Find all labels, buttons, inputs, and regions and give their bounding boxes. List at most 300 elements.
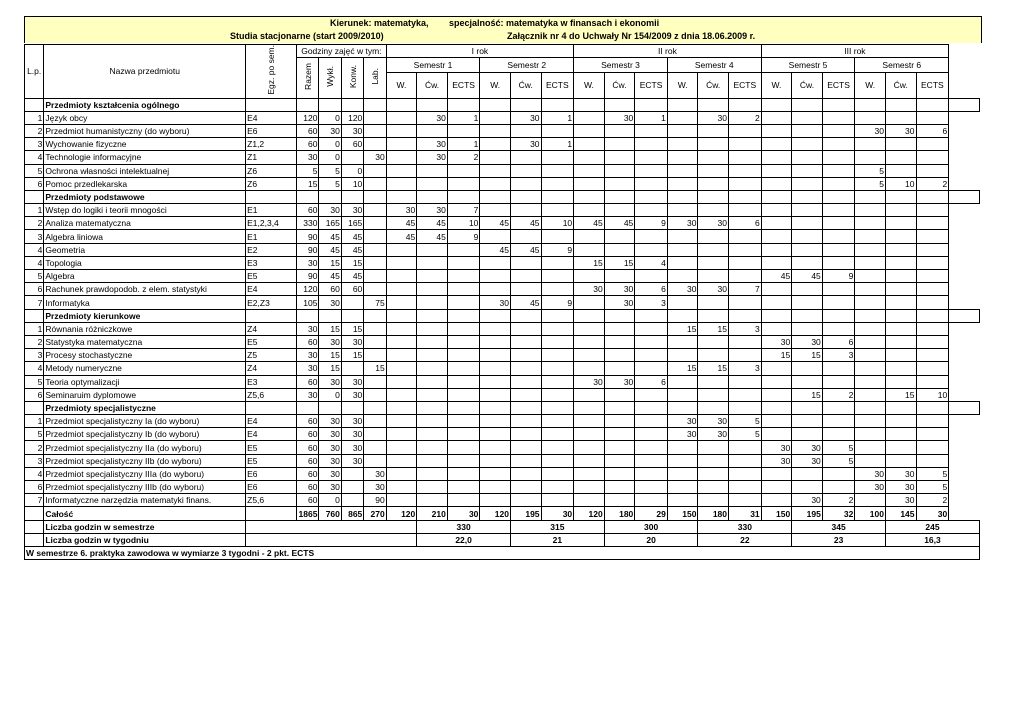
sem-exercise <box>417 283 448 296</box>
sem-lecture <box>386 362 417 375</box>
sem-ects <box>635 243 668 256</box>
sem-exercise <box>792 375 823 388</box>
table-row <box>25 349 980 362</box>
sem-ects <box>916 335 949 348</box>
sem-exercise: 30 <box>792 335 823 348</box>
total-sem-exercise: 180 <box>604 507 635 520</box>
empty-cell <box>761 309 792 322</box>
row-exam-semester: E4 <box>246 415 297 428</box>
row-lab-hours: 30 <box>364 467 386 480</box>
empty-cell <box>761 98 792 111</box>
sem-ects <box>541 428 574 441</box>
sem-ects <box>822 322 855 335</box>
sem-exercise <box>604 151 635 164</box>
sem-lecture <box>761 164 792 177</box>
empty-cell <box>297 190 319 203</box>
empty-cell <box>541 401 574 414</box>
row-conversation-hours: 30 <box>341 204 363 217</box>
sem-ects <box>541 322 574 335</box>
sem-ects <box>635 349 668 362</box>
sem-lecture <box>667 494 698 507</box>
sem-ects: 6 <box>635 375 668 388</box>
sem-exercise <box>417 388 448 401</box>
note-row <box>25 546 980 559</box>
sem-lecture <box>386 349 417 362</box>
sem-ects <box>916 362 949 375</box>
sem-exercise <box>417 375 448 388</box>
sem-lecture: 30 <box>386 204 417 217</box>
sem-exercise <box>698 335 729 348</box>
row-total-hours: 30 <box>297 322 319 335</box>
empty-cell <box>417 190 448 203</box>
sem-exercise <box>604 335 635 348</box>
sem-lecture <box>855 322 886 335</box>
sem-exercise: 30 <box>885 494 916 507</box>
row-total-hours: 120 <box>297 111 319 124</box>
sem-ects <box>635 204 668 217</box>
sem-lecture <box>574 349 605 362</box>
empty-cell <box>574 190 605 203</box>
empty-cell <box>574 309 605 322</box>
row-lecture-hours: 0 <box>319 151 341 164</box>
sem-exercise <box>604 454 635 467</box>
sem-lecture <box>480 256 511 269</box>
empty-cell <box>761 190 792 203</box>
sem-lecture: 30 <box>574 375 605 388</box>
row-conversation-hours <box>341 296 363 309</box>
sem-lecture <box>855 217 886 230</box>
sem-exercise <box>885 428 916 441</box>
empty-cell <box>246 98 297 111</box>
sem-ects <box>635 230 668 243</box>
row-exam-semester: Z5,6 <box>246 388 297 401</box>
sem-exercise <box>885 322 916 335</box>
total-hours: 1865 <box>298 508 318 519</box>
sem-lecture <box>855 454 886 467</box>
sem-exercise: 45 <box>510 217 541 230</box>
sem-exercise: 30 <box>698 415 729 428</box>
sem-exercise: 30 <box>792 441 823 454</box>
sem-ects <box>729 454 762 467</box>
sem-ects: 1 <box>541 111 574 124</box>
row-subject-name: Wstęp do logiki i teorii mnogości <box>44 204 246 217</box>
row-conversation-hours: 15 <box>341 349 363 362</box>
sem-exercise: 15 <box>604 256 635 269</box>
row-conversation-hours: 120 <box>341 111 363 124</box>
empty-cell <box>246 401 297 414</box>
empty-cell <box>480 401 511 414</box>
row-subject-name: Seminaruim dyplomowe <box>44 388 246 401</box>
header-sub-ćw: Ćw. <box>417 73 448 99</box>
sem-ects <box>447 177 480 190</box>
table-row <box>25 335 980 348</box>
sem-ects <box>635 177 668 190</box>
sem-lecture <box>761 481 792 494</box>
sem-ects: 3 <box>635 296 668 309</box>
sem-exercise <box>698 124 729 137</box>
empty-cell <box>635 190 668 203</box>
sem-lecture <box>667 454 698 467</box>
sem-ects: 10 <box>916 388 949 401</box>
sem-ects <box>447 375 480 388</box>
sem-ects <box>916 111 949 124</box>
sem-lecture <box>667 204 698 217</box>
sem-exercise: 15 <box>792 388 823 401</box>
row-lab-hours: 15 <box>364 362 386 375</box>
sem-exercise <box>417 243 448 256</box>
sem-exercise <box>604 243 635 256</box>
empty-cell <box>822 309 855 322</box>
row-lab-hours <box>364 243 386 256</box>
header-sub-ects: ECTS <box>916 73 949 99</box>
header-semester-2: Semestr 2 <box>480 58 574 73</box>
sem-ects <box>729 388 762 401</box>
table-row <box>25 283 980 296</box>
empty-cell <box>604 309 635 322</box>
sem-exercise <box>792 362 823 375</box>
row-conversation-hours: 45 <box>341 270 363 283</box>
table-row <box>25 388 980 401</box>
empty-cell <box>729 98 762 111</box>
sem-exercise <box>885 415 916 428</box>
sem-ects <box>635 362 668 375</box>
total-label: Całość <box>44 507 246 520</box>
row-lecture-hours: 30 <box>319 124 341 137</box>
empty-cell <box>319 401 341 414</box>
table-row <box>25 375 980 388</box>
sem-exercise <box>510 349 541 362</box>
sem-lecture <box>480 441 511 454</box>
section-title: Przedmioty kierunkowe <box>44 309 246 322</box>
empty-cell <box>604 98 635 111</box>
sem-lecture <box>855 230 886 243</box>
row-lp: 4 <box>25 151 44 164</box>
sem-exercise: 30 <box>698 111 729 124</box>
sem-ects <box>541 230 574 243</box>
sem-exercise <box>792 124 823 137</box>
header-sub-w: W. <box>480 73 511 99</box>
header-sub-ects: ECTS <box>822 73 855 99</box>
row-conversation-hours <box>341 467 363 480</box>
row-exam-semester: Z5 <box>246 349 297 362</box>
table-row <box>25 243 980 256</box>
sem-exercise <box>417 296 448 309</box>
sem-lecture <box>761 243 792 256</box>
sem-lecture <box>855 204 886 217</box>
header-subject-name: Nazwa przedmiotu <box>44 45 246 99</box>
sem-lecture <box>761 151 792 164</box>
empty-cell <box>574 98 605 111</box>
header-sub-w: W. <box>574 73 605 99</box>
table-row <box>25 124 980 137</box>
row-conversation-hours: 45 <box>341 230 363 243</box>
empty-cell <box>386 190 417 203</box>
empty-cell <box>698 401 729 414</box>
sem-lecture <box>855 388 886 401</box>
header-semester-3: Semestr 3 <box>574 58 668 73</box>
sem-lecture <box>386 177 417 190</box>
sem-lecture <box>855 375 886 388</box>
empty-cell <box>855 309 886 322</box>
sem-lecture <box>574 230 605 243</box>
sem-exercise <box>885 296 916 309</box>
sem-exercise <box>510 177 541 190</box>
section-row <box>25 98 980 111</box>
sem-ects <box>729 349 762 362</box>
row-lp: 6 <box>25 177 44 190</box>
title-line-2 <box>24 30 982 43</box>
sem-lecture <box>574 270 605 283</box>
sem-lecture <box>386 256 417 269</box>
total-sem-ects: 32 <box>822 507 855 520</box>
empty-cell <box>386 309 417 322</box>
row-lab-hours <box>364 270 386 283</box>
sem-exercise <box>604 428 635 441</box>
sem-lecture <box>480 283 511 296</box>
row-lp: 7 <box>25 494 44 507</box>
sem-lecture <box>667 124 698 137</box>
semester-hours-row-value-1: 330 <box>417 520 511 533</box>
sem-ects <box>822 467 855 480</box>
sem-exercise <box>417 335 448 348</box>
total-sem-lecture: 100 <box>855 507 886 520</box>
sem-exercise <box>417 428 448 441</box>
row-conversation-hours: 30 <box>341 335 363 348</box>
sem-ects <box>822 428 855 441</box>
row-exam-semester: Z6 <box>246 177 297 190</box>
row-exam-semester: E6 <box>246 124 297 137</box>
sem-ects <box>635 138 668 151</box>
sem-ects <box>447 283 480 296</box>
sem-ects <box>916 217 949 230</box>
sem-ects <box>635 454 668 467</box>
sem-ects <box>729 256 762 269</box>
row-exam-semester: E2,Z3 <box>246 296 297 309</box>
header-semester-6: Semestr 6 <box>855 58 949 73</box>
sem-exercise <box>604 270 635 283</box>
sem-lecture <box>386 270 417 283</box>
row-lecture-hours: 30 <box>319 296 341 309</box>
sem-ects <box>916 243 949 256</box>
header-year-2: II rok <box>574 45 762 58</box>
empty-cell <box>386 401 417 414</box>
header-sub-ćw: Ćw. <box>604 73 635 99</box>
section-title: Przedmioty podstawowe <box>44 190 246 203</box>
sem-lecture <box>761 415 792 428</box>
empty-cell <box>341 309 363 322</box>
sem-ects: 2 <box>822 388 855 401</box>
empty-cell <box>667 190 698 203</box>
total-row <box>25 507 980 520</box>
row-lab-hours: 90 <box>364 494 386 507</box>
sem-lecture <box>855 494 886 507</box>
sem-lecture <box>667 296 698 309</box>
field-of-study: Kierunek: matematyka, <box>330 18 429 28</box>
row-lp: 5 <box>25 164 44 177</box>
empty-cell <box>792 309 823 322</box>
sem-lecture <box>574 111 605 124</box>
empty-cell <box>246 190 297 203</box>
row-exam-semester: E6 <box>246 467 297 480</box>
sem-ects <box>729 230 762 243</box>
sem-ects <box>635 322 668 335</box>
row-lp: 5 <box>25 375 44 388</box>
sem-lecture <box>667 375 698 388</box>
row-lab-hours: 30 <box>364 151 386 164</box>
row-exam-semester: Z5,6 <box>246 494 297 507</box>
row-exam-semester: Z1,2 <box>246 138 297 151</box>
sem-lecture: 5 <box>855 164 886 177</box>
sem-lecture <box>480 481 511 494</box>
sem-lecture <box>574 124 605 137</box>
row-lecture-hours: 0 <box>319 138 341 151</box>
sem-ects <box>635 441 668 454</box>
row-subject-name: Informatyczne narzędzia matematyki finans. <box>44 494 246 507</box>
row-lp: 6 <box>25 481 44 494</box>
sem-exercise <box>417 441 448 454</box>
empty-cell <box>698 98 729 111</box>
sem-exercise: 15 <box>698 322 729 335</box>
sem-lecture: 30 <box>855 124 886 137</box>
row-total-hours: 330 <box>297 217 319 230</box>
sem-exercise <box>792 415 823 428</box>
empty-cell <box>885 190 916 203</box>
sem-ects: 6 <box>635 283 668 296</box>
sem-exercise <box>604 441 635 454</box>
row-conversation-hours: 60 <box>341 283 363 296</box>
sem-exercise <box>698 204 729 217</box>
row-lp: 4 <box>25 467 44 480</box>
sem-ects <box>541 256 574 269</box>
sem-exercise <box>792 428 823 441</box>
sem-ects <box>541 124 574 137</box>
sem-ects <box>916 415 949 428</box>
row-lp: 2 <box>25 124 44 137</box>
sem-ects <box>822 362 855 375</box>
empty-cell <box>447 401 480 414</box>
semester-hours-row-value-5: 345 <box>792 520 886 533</box>
row-lecture-hours: 60 <box>319 283 341 296</box>
sem-ects <box>822 415 855 428</box>
sem-exercise <box>604 322 635 335</box>
row-subject-name: Pomoc przedlekarska <box>44 177 246 190</box>
sem-lecture <box>386 124 417 137</box>
sem-lecture: 45 <box>480 243 511 256</box>
empty-cell <box>386 98 417 111</box>
sem-exercise <box>417 481 448 494</box>
table-row <box>25 494 980 507</box>
sem-lecture <box>480 270 511 283</box>
sem-ects: 2 <box>822 494 855 507</box>
sem-lecture <box>761 256 792 269</box>
empty-cell <box>855 190 886 203</box>
header-wykl-label: Wykł. <box>325 66 336 87</box>
sem-exercise: 30 <box>698 283 729 296</box>
row-lp: 3 <box>25 454 44 467</box>
row-subject-name: Język obcy <box>44 111 246 124</box>
sem-exercise: 15 <box>885 388 916 401</box>
header-sub-ects: ECTS <box>541 73 574 99</box>
empty-cell <box>667 309 698 322</box>
sem-ects: 3 <box>729 322 762 335</box>
sem-ects <box>635 124 668 137</box>
header-exam-semester <box>246 45 297 99</box>
sem-ects <box>729 243 762 256</box>
sem-ects <box>822 204 855 217</box>
table-row <box>25 441 980 454</box>
sem-ects <box>822 138 855 151</box>
sem-exercise <box>885 204 916 217</box>
sem-exercise <box>885 441 916 454</box>
sem-lecture <box>480 362 511 375</box>
sem-exercise: 45 <box>510 296 541 309</box>
sem-ects <box>822 243 855 256</box>
sem-lecture <box>855 335 886 348</box>
semester-hours-row-value-2: 315 <box>510 520 604 533</box>
sem-exercise <box>510 322 541 335</box>
empty-cell <box>364 98 386 111</box>
sem-lecture <box>667 256 698 269</box>
row-subject-name: Procesy stochastyczne <box>44 349 246 362</box>
sem-lecture <box>574 388 605 401</box>
semester-hours-row-value-6: 245 <box>885 520 979 533</box>
sem-lecture <box>480 204 511 217</box>
row-subject-name: Technologie informacyjne <box>44 151 246 164</box>
row-lp: 3 <box>25 349 44 362</box>
empty-cell <box>916 98 949 111</box>
row-lecture-hours: 30 <box>319 375 341 388</box>
sem-ects: 6 <box>916 124 949 137</box>
sem-ects: 2 <box>447 151 480 164</box>
sem-ects <box>541 481 574 494</box>
sem-ects <box>729 204 762 217</box>
sem-lecture <box>574 243 605 256</box>
semester-hours-row-value-3: 300 <box>604 520 698 533</box>
sem-lecture: 45 <box>480 217 511 230</box>
empty-cell <box>916 401 949 414</box>
empty-cell <box>417 98 448 111</box>
section-lp <box>25 309 44 322</box>
empty-cell <box>916 309 949 322</box>
sem-exercise <box>885 138 916 151</box>
row-conversation-hours: 0 <box>341 164 363 177</box>
sem-exercise <box>510 151 541 164</box>
sem-exercise <box>698 243 729 256</box>
row-exam-semester: E2 <box>246 243 297 256</box>
sem-exercise: 30 <box>604 375 635 388</box>
row-lab-hours <box>364 322 386 335</box>
sem-lecture <box>667 335 698 348</box>
empty-cell <box>604 190 635 203</box>
sem-lecture <box>667 481 698 494</box>
sem-lecture <box>667 138 698 151</box>
section-row <box>25 401 980 414</box>
section-lp <box>25 98 44 111</box>
sem-ects <box>635 467 668 480</box>
sem-lecture <box>855 428 886 441</box>
sem-exercise <box>510 164 541 177</box>
sem-exercise <box>698 164 729 177</box>
row-conversation-hours: 45 <box>341 243 363 256</box>
sem-exercise <box>604 164 635 177</box>
sem-ects <box>541 454 574 467</box>
sem-ects <box>916 322 949 335</box>
sem-exercise: 30 <box>417 111 448 124</box>
sem-ects: 5 <box>822 454 855 467</box>
row-lp: 1 <box>25 415 44 428</box>
row-subject-name: Przedmiot specjalistyczny IIIa (do wyboru) <box>44 467 246 480</box>
row-total-hours: 15 <box>297 177 319 190</box>
